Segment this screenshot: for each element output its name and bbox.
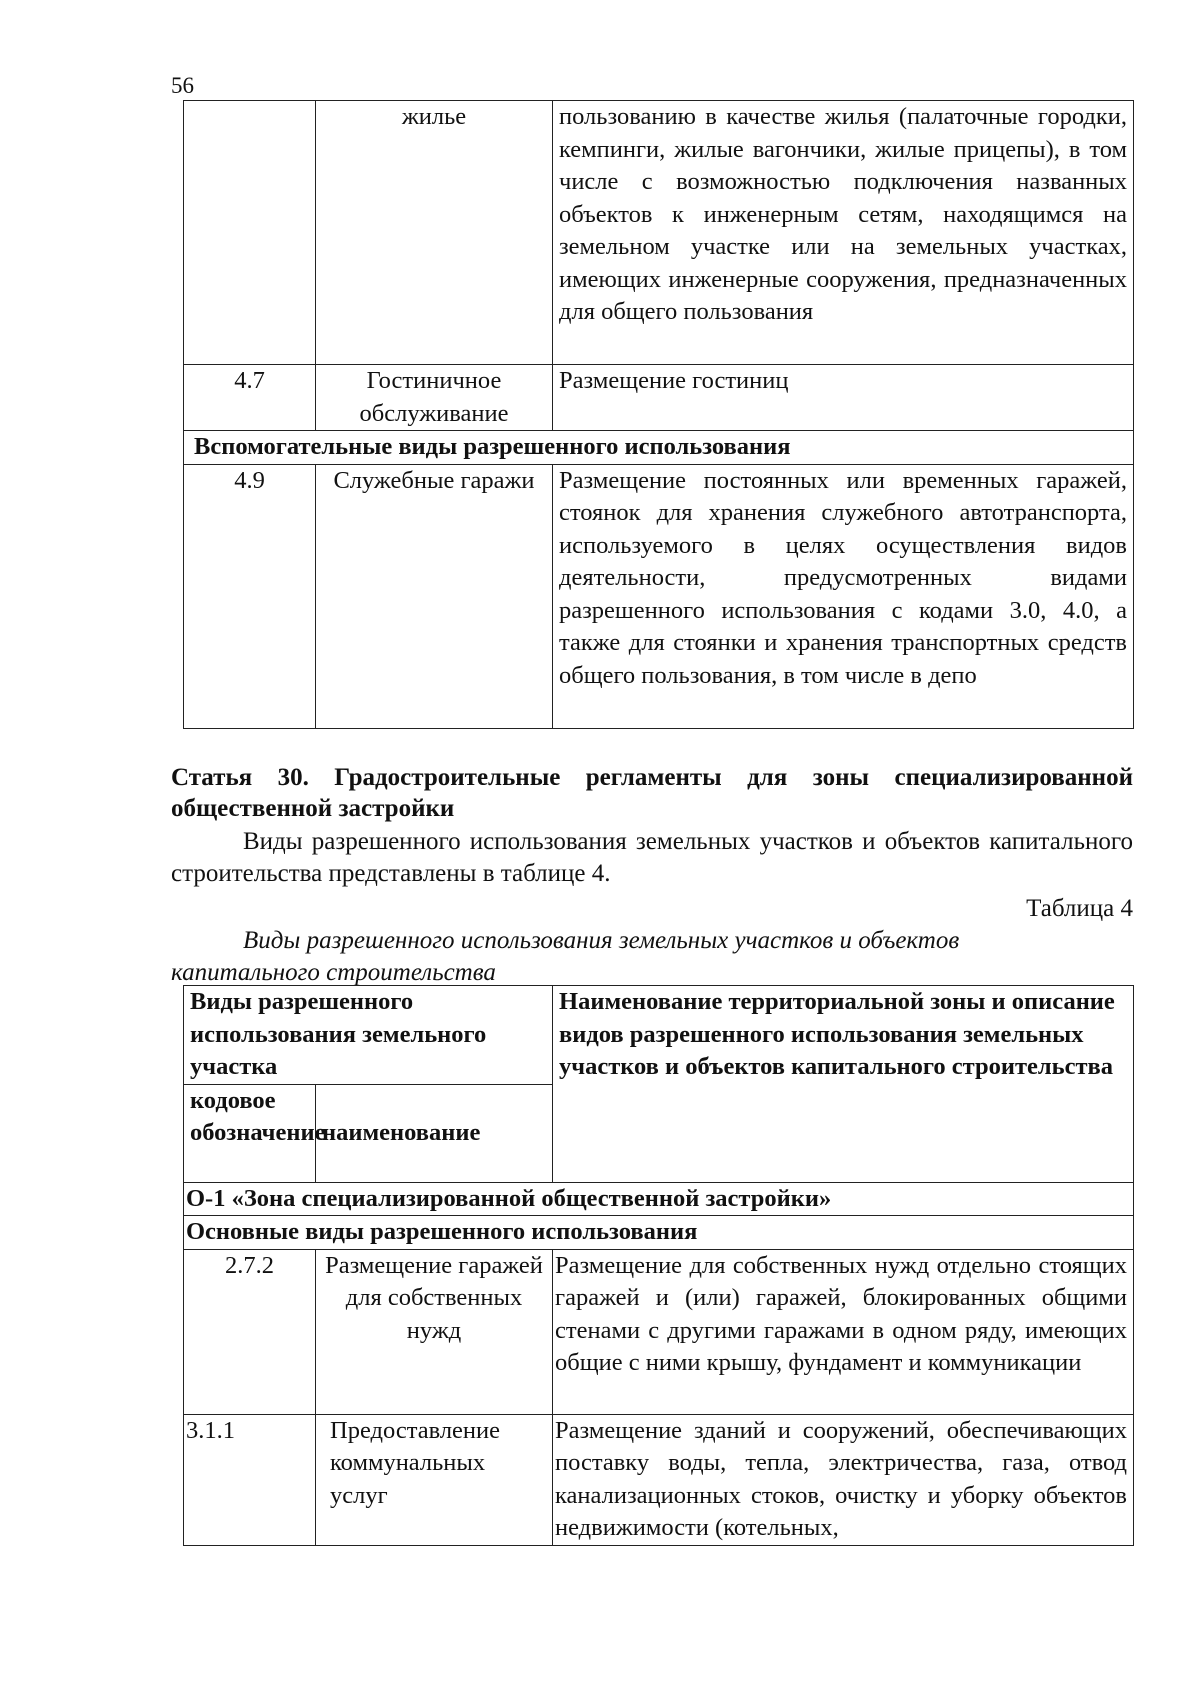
header-left-cell: Виды разрешенного использования земельного участка	[184, 986, 553, 1085]
article-heading: Статья 30. Градостроительные регламенты для зоны специализированной общественной застройки	[171, 764, 1133, 822]
name-cell: Гостиничное обслуживание	[316, 365, 553, 431]
table-label: Таблица 4	[1026, 895, 1133, 922]
subheader-code-cell: кодовое обозначение	[184, 1084, 316, 1182]
name-cell: Размещение гаражей для собственных нужд	[316, 1249, 553, 1414]
land-use-table-continued	[183, 100, 1134, 729]
table-caption-line1: Виды разрешенного использования земельных участков и объектов	[243, 927, 960, 954]
section-header-cell: Основные виды разрешенного использования	[184, 1216, 1134, 1250]
table-row	[184, 1249, 1134, 1414]
zone-row	[184, 1182, 1134, 1216]
table-row	[184, 365, 1134, 431]
table-header-row	[184, 986, 1134, 1085]
table-row	[184, 101, 1134, 365]
table-row	[184, 464, 1134, 728]
section-header-row	[184, 431, 1134, 465]
description-cell: Размещение гостиниц	[553, 365, 1134, 431]
land-use-table-4	[183, 985, 1134, 1546]
code-cell: 4.7	[184, 365, 316, 431]
header-right-cell: Наименование территориальной зоны и описание видов разрешенного использования земельных участков и объектов капитального строительства	[553, 986, 1134, 1183]
code-cell	[184, 101, 316, 365]
code-cell: 2.7.2	[184, 1249, 316, 1414]
page-number: 56	[171, 73, 194, 98]
article-intro: Виды разрешенного использования земельных участков и объектов капитального строительства представлены в таблице 4.	[171, 828, 1133, 887]
name-cell: жилье	[316, 101, 553, 365]
description-cell: Размещение зданий и сооружений, обеспечивающих поставку воды, тепла, электричества, газа, отвод канализационных стоков, очистку и уборку объектов недвижимости (котельных,	[553, 1414, 1134, 1545]
section-header-row	[184, 1216, 1134, 1250]
name-cell: Предоставление коммунальных услуг	[316, 1414, 553, 1545]
code-cell: 4.9	[184, 464, 316, 728]
subheader-name-cell: наименование	[316, 1084, 553, 1182]
table-caption	[171, 925, 1133, 989]
zone-cell: О-1 «Зона специализированной общественной застройки»	[184, 1182, 1134, 1216]
table-row	[184, 1414, 1134, 1545]
name-cell: Служебные гаражи	[316, 464, 553, 728]
description-cell: Размещение для собственных нужд отдельно стоящих гаражей и (или) гаражей, блокированных общими стенами с другими гаражами в одном ряду, имеющих общие с ними крышу, фундамент и коммуникации	[553, 1249, 1134, 1414]
description-cell: Размещение постоянных или временных гаражей, стоянок для хранения служебного автотранспорта, используемого в целях осуществления видов деятельности, предусмотренных видами разрешенного использования с кодами 3.0, 4.0, а также для стоянки и хранения транспортных средств общего пользования, в том числе в депо	[553, 464, 1134, 728]
description-cell: пользованию в качестве жилья (палаточные городки, кемпинги, жилые вагончики, жилые прицепы), в том числе с возможностью подключения названных объектов к инженерным сетям, находящимся на земельном участке или на земельных участках, имеющих инженерные сооружения, предназначенных для общего пользования	[553, 101, 1134, 365]
code-cell: 3.1.1	[184, 1414, 316, 1545]
table-caption-line2: капитального строительства	[171, 959, 496, 986]
section-header-cell: Вспомогательные виды разрешенного использования	[184, 431, 1134, 465]
